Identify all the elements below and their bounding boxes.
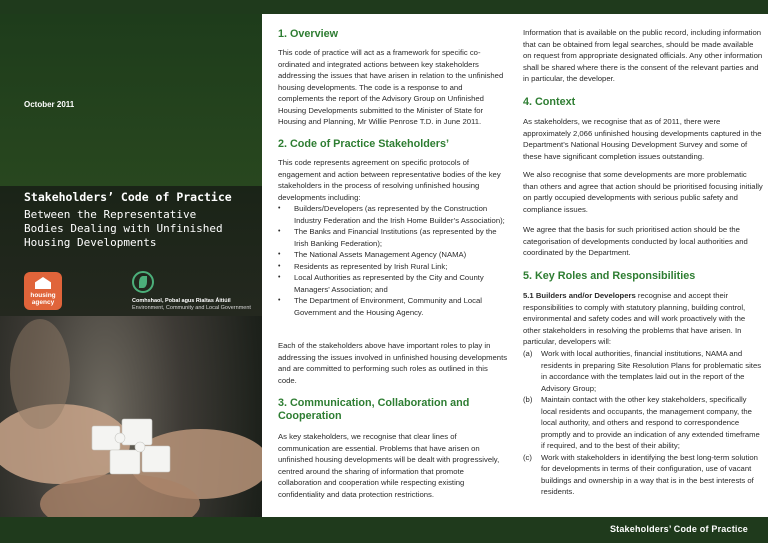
- list-item: [523, 394, 763, 452]
- housing-agency-logo: [24, 272, 62, 310]
- list-item: • Local Authorities as represented by the City and County Managers’ Association; and: [278, 272, 508, 295]
- context-paragraph-1: As stakeholders, we recognise that as of 2011, there were approximately 2,066 unfinished housing developments captured in the Department’s National Housing Development Survey and some of these have significant completion issues outstanding.: [523, 117, 762, 161]
- department-name-english: Environment, Community and Local Government: [132, 305, 251, 311]
- overview-body: This code of practice will act as a framework for specific co-ordinated and integrated actions between key stakeholders addressing the issues that have arisen in relation to the unfinished housing developments. The code is a response to and complements the report of the Advisory Group on Unfinished Housing Developments submitted to the Minister of State for Housing and Planning, Mr Willie Penrose T.D. in June 2011.: [278, 48, 504, 126]
- housing-agency-logo-text: housing agency: [30, 292, 56, 306]
- information-paragraph: Information that is available on the public record, including information that can be obtained from legal searches, should be made available on request from appropriate designated officials. Any other information shall be shared where there is the consent of the relevant parties and in particular, the developer.: [523, 28, 763, 83]
- communication-body: As key stakeholders, we recognise that clear lines of communication are essential. Problems that have arisen on unfinished housing developments will be dealt with progressively, centred around the sharing of information that promote collaboration and cooperation while respecting existing confidentiality and data protection restrictions.: [278, 432, 500, 499]
- stakeholders-intro: This code represents agreement on specific protocols of engagement and action between representative bodies of the key stakeholders in the process of resolving unfinished housing developments including:: [278, 158, 501, 202]
- department-name-irish: Comhshaol, Pobal agus Rialtas Áitiúil: [132, 298, 231, 304]
- context-heading: 4. Context: [523, 96, 576, 108]
- list-item: • The Banks and Financial Institutions (as represented by the Irish Banking Federation);: [278, 226, 508, 249]
- list-item: • The Department of Environment, Community and Local Government and the Housing Agency.: [278, 295, 508, 318]
- list-item: • Builders/Developers (as represented by the Construction Industry Federation and the Irish Home Builder’s Association);: [278, 203, 508, 226]
- roles-lead-bold: 5.1 Builders and/or Developers: [523, 291, 636, 300]
- roles-lead-text: recognise and accept their responsibilities to comply with statutory planning, building control, environmental and safety codes and will work proactively with the other stakeholders in resolving the problems that have arisen. In particular, developers will:: [523, 291, 746, 346]
- communication-heading: 3. Communication, Collaboration and Cooperation: [278, 397, 470, 422]
- government-emblem-icon: [132, 271, 154, 293]
- publication-date: October 2011: [24, 100, 75, 109]
- document-subtitle: Between the Representative Bodies Dealing with Unfinished Housing Developments: [24, 208, 223, 249]
- list-item-text: Maintain contact with the other key stakeholders, specifically local residents and occupants, the management company, the local authority, and others and respond to correspondence promptly and to provide an indication of any extended timeframe if required, and to the best of their ability;: [541, 395, 760, 450]
- list-item: • Residents as represented by Irish Rural Link;: [278, 261, 508, 273]
- list-item: [523, 452, 763, 498]
- roles-heading: 5. Key Roles and Responsibilities: [523, 270, 696, 282]
- stakeholders-heading: 2. Code of Practice Stakeholders’: [278, 138, 450, 150]
- bottom-bar: [0, 517, 768, 543]
- list-item: • The National Assets Management Agency (NAMA): [278, 249, 508, 261]
- list-item-label: (a): [523, 349, 533, 358]
- house-icon: [35, 277, 51, 289]
- list-item: [523, 348, 763, 394]
- list-item-label: (c): [523, 452, 532, 462]
- list-item-text: Work with local authorities, financial institutions, NAMA and residents in preparing Site Resolution Plans for problematic sites in accordance with the templates laid out in the report of the Advisory Group;: [541, 349, 762, 393]
- document-title: Stakeholders’ Code of Practice: [24, 190, 232, 204]
- top-bar: [0, 0, 768, 14]
- stakeholders-outro: Each of the stakeholders above have important roles to play in addressing the issues involved in unfinished housing developments and are committed to performing such roles as outlined in this code.: [278, 341, 508, 385]
- list-item-label: (b): [523, 395, 533, 404]
- overview-heading: 1. Overview: [278, 28, 339, 40]
- cover-panel: [0, 14, 262, 517]
- footer-title: Stakeholders’ Code of Practice: [609, 524, 748, 534]
- puzzle-hands-image: [0, 314, 262, 517]
- list-item-text: Work with stakeholders in identifying the best long-term solution for developments in terms of their configuration, use of vacant buildings and ownership in a way that is in the best interests of residents.: [541, 452, 758, 496]
- roles-lead-paragraph: [523, 290, 763, 348]
- context-paragraph-3: We agree that the basis for such prioritised action should be the categorisation of developments conducted by local authorities and coordinated by the Department.: [523, 225, 748, 257]
- context-paragraph-2: We also recognise that some developments are more problematic than others and agree that action should be prioritised focusing initially on partly occupied developments with serious public safety and compliance issues.: [523, 170, 763, 214]
- developer-duties-list: [523, 348, 763, 498]
- stakeholders-list: [278, 203, 508, 318]
